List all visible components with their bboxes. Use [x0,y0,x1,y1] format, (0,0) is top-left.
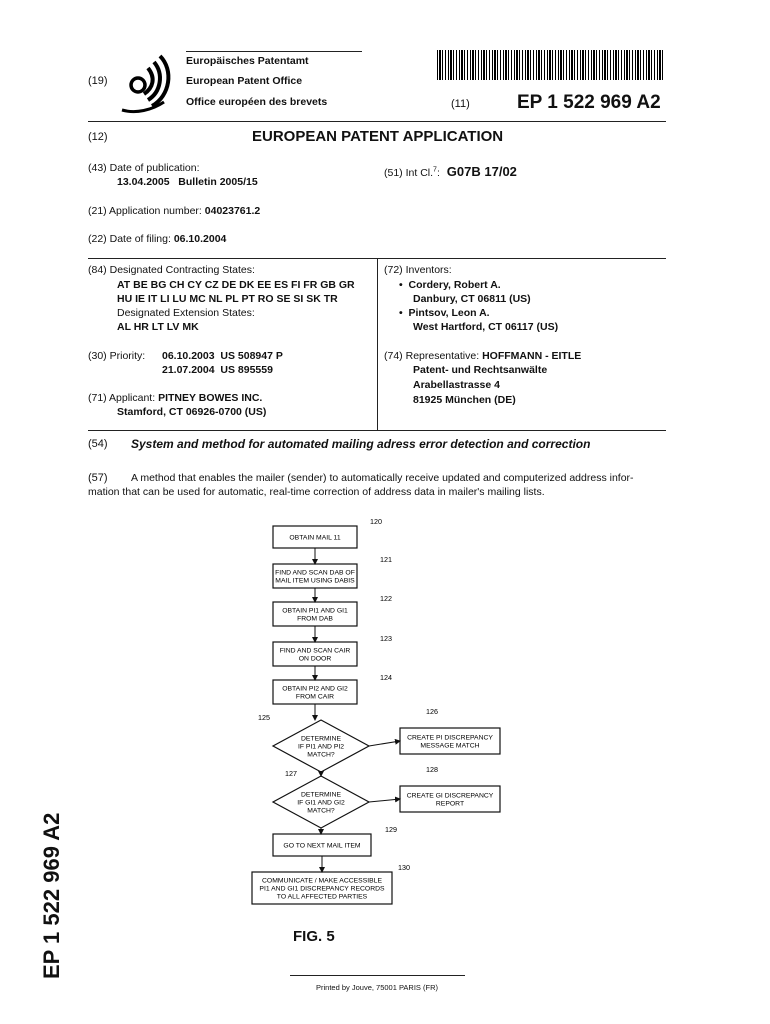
int-cl-value: G07B 17/02 [446,164,517,179]
int-cl-label: Int Cl. [405,167,434,179]
application-number-label: Application number: [109,205,202,217]
code-12: (12) [88,131,108,143]
code-72: (72) [384,264,403,276]
flowchart-ref-number: 130 [398,863,410,872]
flowchart-step-text: FROM DAB [297,615,333,623]
code-54: (54) [88,438,108,450]
application-number-field [88,205,260,217]
applicant-name: PITNEY BOWES INC. [158,392,263,404]
filing-date-label: Date of filing: [109,233,171,245]
priority-label: Priority: [109,350,146,362]
code-11: (11) [451,98,470,110]
code-19: (19) [88,75,108,87]
representative-name: HOFFMANN - EITLE [482,350,582,362]
priority-line-1: 06.10.2003 US 508947 P [162,350,283,362]
flowchart [230,508,530,948]
code-51: (51) [384,167,403,179]
printer-note: Printed by Jouve, 75001 PARIS (FR) [316,983,438,992]
code-71: (71) [88,392,107,404]
flowchart-step-127 [273,769,369,828]
flowchart-ref-number: 129 [385,825,397,834]
barcode [437,50,663,80]
inventor-2-name: • Pintsov, Leon A. [399,307,490,319]
flowchart-ref-number: 126 [426,707,438,716]
flowchart-step-128 [400,765,500,812]
code-84: (84) [88,264,107,276]
inventor-1-name-text: Cordery, Robert A. [408,279,501,291]
flowchart-step-text: MAIL ITEM USING DABIS [275,577,355,585]
flowchart-connector [369,741,400,746]
flowchart-step-129 [273,825,397,856]
code-30: (30) [88,350,107,362]
flowchart-step-text: REPORT [435,800,465,808]
designated-states-line-2: HU IE IT LI LU MC NL PL PT RO SE SI SK TR [117,293,338,305]
extension-states-label: Designated Extension States: [117,307,255,319]
extension-states-value: AL HR LT LV MK [117,321,199,333]
int-cl-colon: : [436,167,440,179]
representative-field [384,350,581,362]
flowchart-step-text: CREATE GI DISCREPANCY [406,792,494,800]
flowchart-step-122 [273,594,392,626]
flowchart-ref-number: 122 [380,594,392,603]
publication-date-label: Date of publication: [109,162,200,174]
epo-logo [118,52,174,114]
figure-caption: FIG. 5 [293,928,335,945]
int-cl-field [384,164,517,179]
invention-title: System and method for automated mailing adress error detection and correction [131,437,591,451]
document-type: EUROPEAN PATENT APPLICATION [252,128,504,145]
flowchart-step-text: GO TO NEXT MAIL ITEM [283,842,361,850]
flowchart-ref-number: 124 [380,673,392,682]
header-rule [186,51,362,52]
applicant-address: Stamford, CT 06926-0700 (US) [117,406,267,418]
priority-line-2: 21.07.2004 US 895559 [162,364,273,376]
representative-label: Representative: [405,350,480,362]
inventors-label: Inventors: [405,264,452,276]
flowchart-ref-number: 123 [380,634,392,643]
flowchart-step-text: ON DOOR [298,655,332,663]
code-43: (43) [88,162,107,174]
application-number-value: 04023761.2 [204,205,261,217]
flowchart-step-text: MESSAGE MATCH [420,742,480,750]
flowchart-step-text: OBTAIN PI1 AND GI1 [282,607,348,615]
designated-states-line-1: AT BE BG CH CY CZ DE DK EE ES FI FR GB GR [117,279,355,291]
flowchart-ref-number: 120 [370,517,382,526]
flowchart-connector [369,799,400,802]
publication-number: EP 1 522 969 A2 [517,92,661,113]
flowchart-step-123 [273,634,392,666]
abstract-line-2: mation that can be used for automatic, real-time correction of address data in mailer's mailing lists. [88,486,545,498]
side-publication-number: EP 1 522 969 A2 [39,812,64,979]
flowchart-step-text: PI1 AND GI1 DISCREPANCY RECORDS [259,885,385,893]
publication-date-value: 13.04.2005 Bulletin 2005/15 [117,176,258,188]
office-name-en: European Patent Office [186,75,303,87]
flowchart-step-120 [273,517,382,548]
flowchart-ref-number: 128 [426,765,438,774]
flowchart-ref-number: 127 [285,769,297,778]
flowchart-step-126 [400,707,500,754]
filing-date-value: 06.10.2004 [173,233,227,245]
abstract-line-1: A method that enables the mailer (sender) to automatically receive updated and computerized address infor- [131,472,634,484]
flowchart-step-text: CREATE PI DISCREPANCY [407,734,493,742]
flowchart-step-124 [273,673,392,704]
publication-date-field [88,162,200,174]
flowchart-step-text: IF GI1 AND GI2 [297,799,345,807]
header-divider [88,121,666,122]
flowchart-step-text: IF PI1 AND PI2 [297,743,345,751]
flowchart-step-121 [273,555,392,588]
flowchart-step-125 [258,713,369,772]
inventors-field [384,264,452,276]
flowchart-step-text: FIND AND SCAN DAB OF [275,569,355,577]
footer-rule [290,975,465,976]
priority-field [88,350,145,362]
flowchart-step-text: DETERMINE [300,791,342,799]
biblio-column-divider [377,258,378,430]
representative-line-4: 81925 München (DE) [413,394,516,406]
flowchart-step-text: OBTAIN MAIL 11 [289,534,341,542]
representative-line-2: Patent- und Rechtsanwälte [413,364,548,376]
biblio-bottom-rule [88,430,666,431]
flowchart-ref-number: 125 [258,713,270,722]
inventor-2-address: West Hartford, CT 06117 (US) [413,321,559,333]
filing-date-field [88,233,226,245]
code-57: (57) [88,472,108,484]
designated-states-label: Designated Contracting States: [109,264,255,276]
applicant-field [88,392,262,404]
flowchart-step-text: DETERMINE [300,735,342,743]
representative-line-3: Arabellastrasse 4 [413,379,500,391]
code-22: (22) [88,233,107,245]
flowchart-step-130 [252,863,410,904]
flowchart-step-text: FROM CAIR [295,693,335,701]
code-21: (21) [88,205,107,217]
flowchart-step-text: TO ALL AFFECTED PARTIES [276,893,368,901]
flowchart-step-text: MATCH? [307,807,335,815]
inventor-1-address: Danbury, CT 06811 (US) [413,293,531,305]
flowchart-step-text: MATCH? [307,751,335,759]
flowchart-step-text: FIND AND SCAN CAIR [279,647,351,655]
inventor-2-name-text: Pintsov, Leon A. [408,307,490,319]
flowchart-ref-number: 121 [380,555,392,564]
code-74: (74) [384,350,403,362]
int-cl-superscript: 7 [433,166,437,174]
inventor-1-name: • Cordery, Robert A. [399,279,501,291]
flowchart-step-text: COMMUNICATE / MAKE ACCESSIBLE [262,877,382,885]
applicant-label: Applicant: [109,392,156,404]
flowchart-step-text: OBTAIN PI2 AND GI2 [282,685,348,693]
office-name-fr: Office européen des brevets [186,96,328,108]
designated-states-field [88,264,255,276]
office-name-de: Europäisches Patentamt [186,55,309,67]
